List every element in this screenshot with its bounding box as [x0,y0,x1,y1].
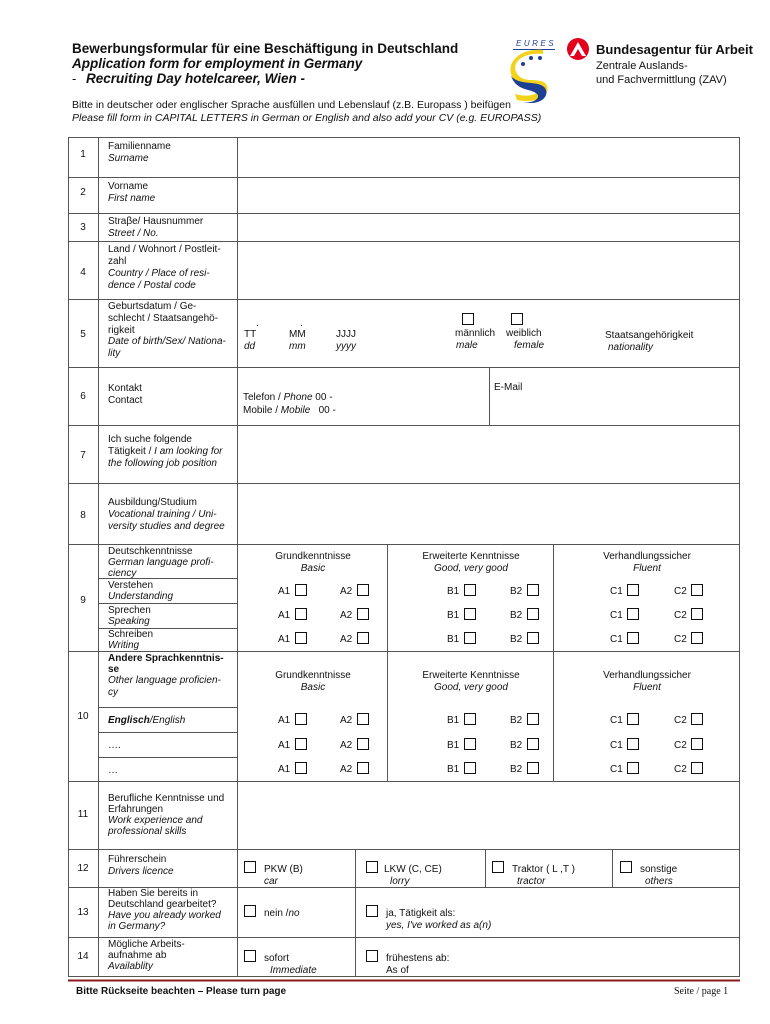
footer-page-number: Seite / page 1 [674,986,729,997]
worked-no-checkbox[interactable] [244,905,256,917]
licence-lorry-label-de: LKW (C, CE) [384,864,442,875]
other-language-1-label: …. [108,740,121,751]
availability-immediate-label-de: sofort [264,953,290,964]
street-label-de: Straβe/ Hausnummer [108,216,204,227]
date-dot-2: . [300,318,303,329]
job-label-en-3: the following job position [108,458,217,469]
org-sub-2: und Fachvermittlung (ZAV) [596,74,727,86]
advanced-header-en-10: Good, very good [434,682,508,693]
country-label-de-1: Land / Wohnort / Postleit- [108,244,221,255]
other-lang-label-en-1: Other language proficien- [108,675,221,686]
licence-label-en: Drivers licence [108,866,174,877]
advanced-header-de-9: Erweiterte Kenntnisse [422,551,520,562]
understanding-label-en: Understanding [108,591,174,602]
writing-label-de: Schreiben [108,629,154,640]
skills-label-de-1: Berufliche Kenntnisse und [108,793,225,804]
firstname-field[interactable] [240,180,737,212]
german-writing-c2-label: C2 [674,634,687,645]
firstname-label-en: First name [108,193,156,204]
german-writing-a1-label: A1 [278,634,291,645]
german-label-en-1: German language profi- [108,557,214,568]
female-label-en: female [514,340,545,351]
job-label-de-1: Ich suche folgende [108,434,192,445]
row-10-number: 10 [77,711,89,722]
licence-car-label-en: car [264,876,278,887]
german-understanding-b1-label: B1 [447,586,460,597]
row-14-number: 14 [77,951,89,962]
other-lang-label-en-2: cy [108,687,118,698]
licence-tractor-checkbox[interactable] [492,861,504,873]
other-language-2-a1-label: A1 [278,764,291,775]
other-language-2-c2-label: C2 [674,764,687,775]
male-checkbox[interactable] [462,313,474,325]
birth-label-de-3: rigkeit [108,325,135,336]
other-language-2-b2-label: B2 [510,764,523,775]
german-writing-a2-checkbox[interactable] [357,632,369,644]
german-writing-a1-checkbox[interactable] [295,632,307,644]
row-6-number: 6 [80,391,86,402]
german-understanding-c1-checkbox[interactable] [627,584,639,596]
other-language-1-a1-label: A1 [278,740,291,751]
row-11-number: 11 [77,809,89,820]
female-label-de: weiblich [506,328,542,339]
skills-label-en-2: professional skills [108,826,187,837]
german-writing-c1-checkbox[interactable] [627,632,639,644]
nationality-label-de: Staatsangehörigkeit [605,330,694,341]
row-1-number: 1 [80,149,86,160]
title-dash: - [72,71,77,86]
surname-label-en: Surname [108,153,149,164]
form-title-english: Application form for employment in Germany [72,56,363,71]
other-language-2-label: … [108,765,118,776]
basic-header-de-9: Grundkenntnisse [275,551,351,562]
english-c2-label: C2 [674,715,687,726]
advanced-header-en-9: Good, very good [434,563,508,574]
other-language-2-b1-label: B1 [447,764,460,775]
education-label-en-1: Vocational training / Uni- [108,509,217,520]
english-a2-checkbox[interactable] [357,713,369,725]
surname-field[interactable] [240,140,737,176]
availability-label-en: Availablity [108,961,153,972]
licence-car-checkbox[interactable] [244,861,256,873]
other-language-1-a1-checkbox[interactable] [295,738,307,750]
contact-label-de: Kontakt [108,383,142,394]
skills-label-de-2: Erfahrungen [108,804,164,815]
licence-others-label-de: sonstige [640,864,678,875]
german-understanding-a2-label: A2 [340,586,353,597]
birth-label-en-1: Date of birth/Sex/ Nationa- [108,336,226,347]
street-field[interactable] [240,216,737,240]
other-language-2-c1-label: C1 [610,764,623,775]
other-language-2-b1-checkbox[interactable] [464,762,476,774]
month-label-de: MM [289,329,306,340]
english-b2-label: B2 [510,715,523,726]
male-label-en: male [456,340,478,351]
footer-turn-page: Bitte Rückseite beachten – Please turn page [76,986,287,997]
english-b1-label: B1 [447,715,460,726]
org-name: Bundesagentur für Arbeit [596,42,753,57]
english-c1-checkbox[interactable] [627,713,639,725]
form-title-german: Bewerbungsformular für eine Beschäftigung in Deutschland [72,41,459,56]
english-a1-label: A1 [278,715,291,726]
speaking-label-de: Sprechen [108,605,151,616]
german-label-en-2: ciency [108,568,137,579]
year-label-de: JJJJ [336,329,356,340]
german-writing-b2-label: B2 [510,634,523,645]
birth-label-en-2: lity [108,348,121,359]
german-writing-c2-checkbox[interactable] [691,632,703,644]
german-writing-b1-checkbox[interactable] [464,632,476,644]
country-field[interactable] [240,244,737,298]
english-c1-label: C1 [610,715,623,726]
other-language-1-c1-label: C1 [610,740,623,751]
other-language-2-c2-checkbox[interactable] [691,762,703,774]
day-label-en: dd [244,341,256,352]
german-understanding-b2-checkbox[interactable] [527,584,539,596]
other-language-1-b2-checkbox[interactable] [527,738,539,750]
worked-label-en-1: Have you already worked [108,910,221,921]
licence-lorry-checkbox[interactable] [366,861,378,873]
german-speaking-c2-checkbox[interactable] [691,608,703,620]
availability-immediate-checkbox[interactable] [244,950,256,962]
skills-field[interactable] [240,784,737,848]
basic-header-en-10: Basic [300,682,326,693]
fluent-header-de-10: Verhandlungssicher [603,670,691,681]
speaking-label-en: Speaking [108,616,150,627]
other-language-1-c1-checkbox[interactable] [627,738,639,750]
female-checkbox[interactable] [511,313,523,325]
birth-label-de-2: schlecht / Staatsangehö- [108,313,219,324]
country-label-de-2: zahl [108,256,127,267]
education-field[interactable] [240,486,737,543]
email-label: E-Mail [494,382,523,393]
german-understanding-a1-label: A1 [278,586,291,597]
availability-asof-label-en: As of [386,965,409,976]
availability-label-de-1: Mögliche Arbeits- [108,939,185,950]
education-label-en-2: versity studies and degree [108,521,225,532]
firstname-label-de: Vorname [108,181,149,192]
basic-header-en-9: Basic [300,563,326,574]
row-13-number: 13 [77,907,89,918]
writing-label-en: Writing [108,640,140,651]
other-language-1-a2-label: A2 [340,740,353,751]
fluent-header-de-9: Verhandlungssicher [603,551,691,562]
licence-tractor-label-de: Traktor ( L ,T ) [512,864,575,875]
understanding-label-de: Verstehen [108,580,154,591]
worked-no-label: nein /no [264,908,300,919]
country-label-en-2: dence / Postal code [108,280,196,291]
english-a2-label: A2 [340,715,353,726]
other-language-1-b1-checkbox[interactable] [464,738,476,750]
german-speaking-a1-label: A1 [278,610,291,621]
german-understanding-c2-label: C2 [674,586,687,597]
instructions-german: Bitte in deutscher oder englischer Sprache ausfüllen und Lebenslauf (z.B. Europass ) beifügen [72,99,511,111]
fluent-header-en-10: Fluent [633,682,661,693]
german-speaking-b2-label: B2 [510,610,523,621]
row-9-number: 9 [80,595,86,606]
english-b1-checkbox[interactable] [464,713,476,725]
worked-yes-label-de: ja, Tätigkeit als: [386,908,456,919]
org-sub-1: Zentrale Auslands- [596,60,688,72]
availability-asof-label-de: frühestens ab: [386,953,450,964]
other-language-2-c1-checkbox[interactable] [627,762,639,774]
row-12-number: 12 [77,863,89,874]
licence-others-label-en: others [645,876,673,887]
eures-logo-text: EURES [516,39,557,48]
german-speaking-a1-checkbox[interactable] [295,608,307,620]
other-language-2-a1-checkbox[interactable] [295,762,307,774]
row-3-number: 3 [80,222,86,233]
worked-label-de-1: Haben Sie bereits in [108,888,199,899]
contact-label-en: Contact [108,395,143,406]
year-label-en: yyyy [336,341,356,352]
job-label-2: Tätigkeit / I am looking for [108,446,223,457]
german-speaking-a2-label: A2 [340,610,353,621]
fluent-header-en-9: Fluent [633,563,661,574]
male-label-de: männlich [455,328,496,339]
email-field[interactable] [492,395,737,423]
german-writing-b1-label: B1 [447,634,460,645]
german-speaking-a2-checkbox[interactable] [357,608,369,620]
phone-label: Telefon / Phone 00 - [243,392,333,403]
licence-lorry-label-en: lorry [390,876,410,887]
advanced-header-de-10: Erweiterte Kenntnisse [422,670,520,681]
german-speaking-b1-label: B1 [447,610,460,621]
availability-asof-checkbox[interactable] [366,950,378,962]
english-b2-checkbox[interactable] [527,713,539,725]
row-2-number: 2 [80,187,86,198]
german-writing-b2-checkbox[interactable] [527,632,539,644]
education-label-de: Ausbildung/Studium [108,497,197,508]
worked-label-en-2: in Germany? [108,921,166,932]
country-label-en-1: Country / Place of resi- [108,268,210,279]
other-language-1-a2-checkbox[interactable] [357,738,369,750]
german-label-de: Deutschkenntnisse [108,546,193,557]
surname-label-de: Familienname [108,141,171,152]
job-field[interactable] [240,428,737,482]
german-understanding-a2-checkbox[interactable] [357,584,369,596]
row-5-number: 5 [80,329,86,340]
licence-car-label-de: PKW (B) [264,864,303,875]
birth-label-de-1: Geburtsdatum / Ge- [108,301,197,312]
other-language-1-c2-label: C2 [674,740,687,751]
mobile-label: Mobile / Mobile 00 - [243,405,336,416]
other-language-1-c2-checkbox[interactable] [691,738,703,750]
other-language-2-a2-label: A2 [340,764,353,775]
german-understanding-a1-checkbox[interactable] [295,584,307,596]
nationality-label-en: nationality [608,342,654,353]
other-language-1-b2-label: B2 [510,740,523,751]
other-lang-label-de-1: Andere Sprachkenntnis- [108,653,224,664]
row-7-number: 7 [80,450,86,461]
street-label-en: Street / No. [108,228,159,239]
german-writing-c1-label: C1 [610,634,623,645]
availability-immediate-label-en: Immediate [270,965,317,976]
licence-tractor-label-en: tractor [517,876,546,887]
german-speaking-c1-checkbox[interactable] [627,608,639,620]
german-speaking-c1-label: C1 [610,610,623,621]
german-understanding-b2-label: B2 [510,586,523,597]
other-lang-label-de-2: se [108,664,120,675]
worked-label-de-2: Deutschland gearbeitet? [108,899,217,910]
other-language-1-b1-label: B1 [447,740,460,751]
german-understanding-c1-label: C1 [610,586,623,597]
other-language-2-b2-checkbox[interactable] [527,762,539,774]
month-label-en: mm [289,341,306,352]
row-4-number: 4 [80,267,86,278]
german-speaking-c2-label: C2 [674,610,687,621]
availability-label-de-2: aufnahme ab [108,950,167,961]
german-understanding-c2-checkbox[interactable] [691,584,703,596]
german-writing-a2-label: A2 [340,634,353,645]
other-language-2-a2-checkbox[interactable] [357,762,369,774]
worked-yes-label-en: yes, I've worked as a(n) [386,920,492,931]
instructions-english: Please fill form in CAPITAL LETTERS in German or English and also add your CV (e.g. EUROPASS) [72,112,542,124]
basic-header-de-10: Grundkenntnisse [275,670,351,681]
day-label-de: TT [244,329,257,340]
worked-yes-checkbox[interactable] [366,905,378,917]
german-speaking-b1-checkbox[interactable] [464,608,476,620]
skills-label-en-1: Work experience and [108,815,203,826]
licence-label-de: Führerschein [108,854,167,865]
date-dot-1: . [256,318,259,329]
german-understanding-b1-checkbox[interactable] [464,584,476,596]
german-speaking-b2-checkbox[interactable] [527,608,539,620]
licence-others-checkbox[interactable] [620,861,632,873]
row-8-number: 8 [80,510,86,521]
event-title: Recruiting Day hotelcareer, Wien - [86,71,305,86]
english-label: Englisch/English [108,715,186,726]
english-a1-checkbox[interactable] [295,713,307,725]
english-c2-checkbox[interactable] [691,713,703,725]
